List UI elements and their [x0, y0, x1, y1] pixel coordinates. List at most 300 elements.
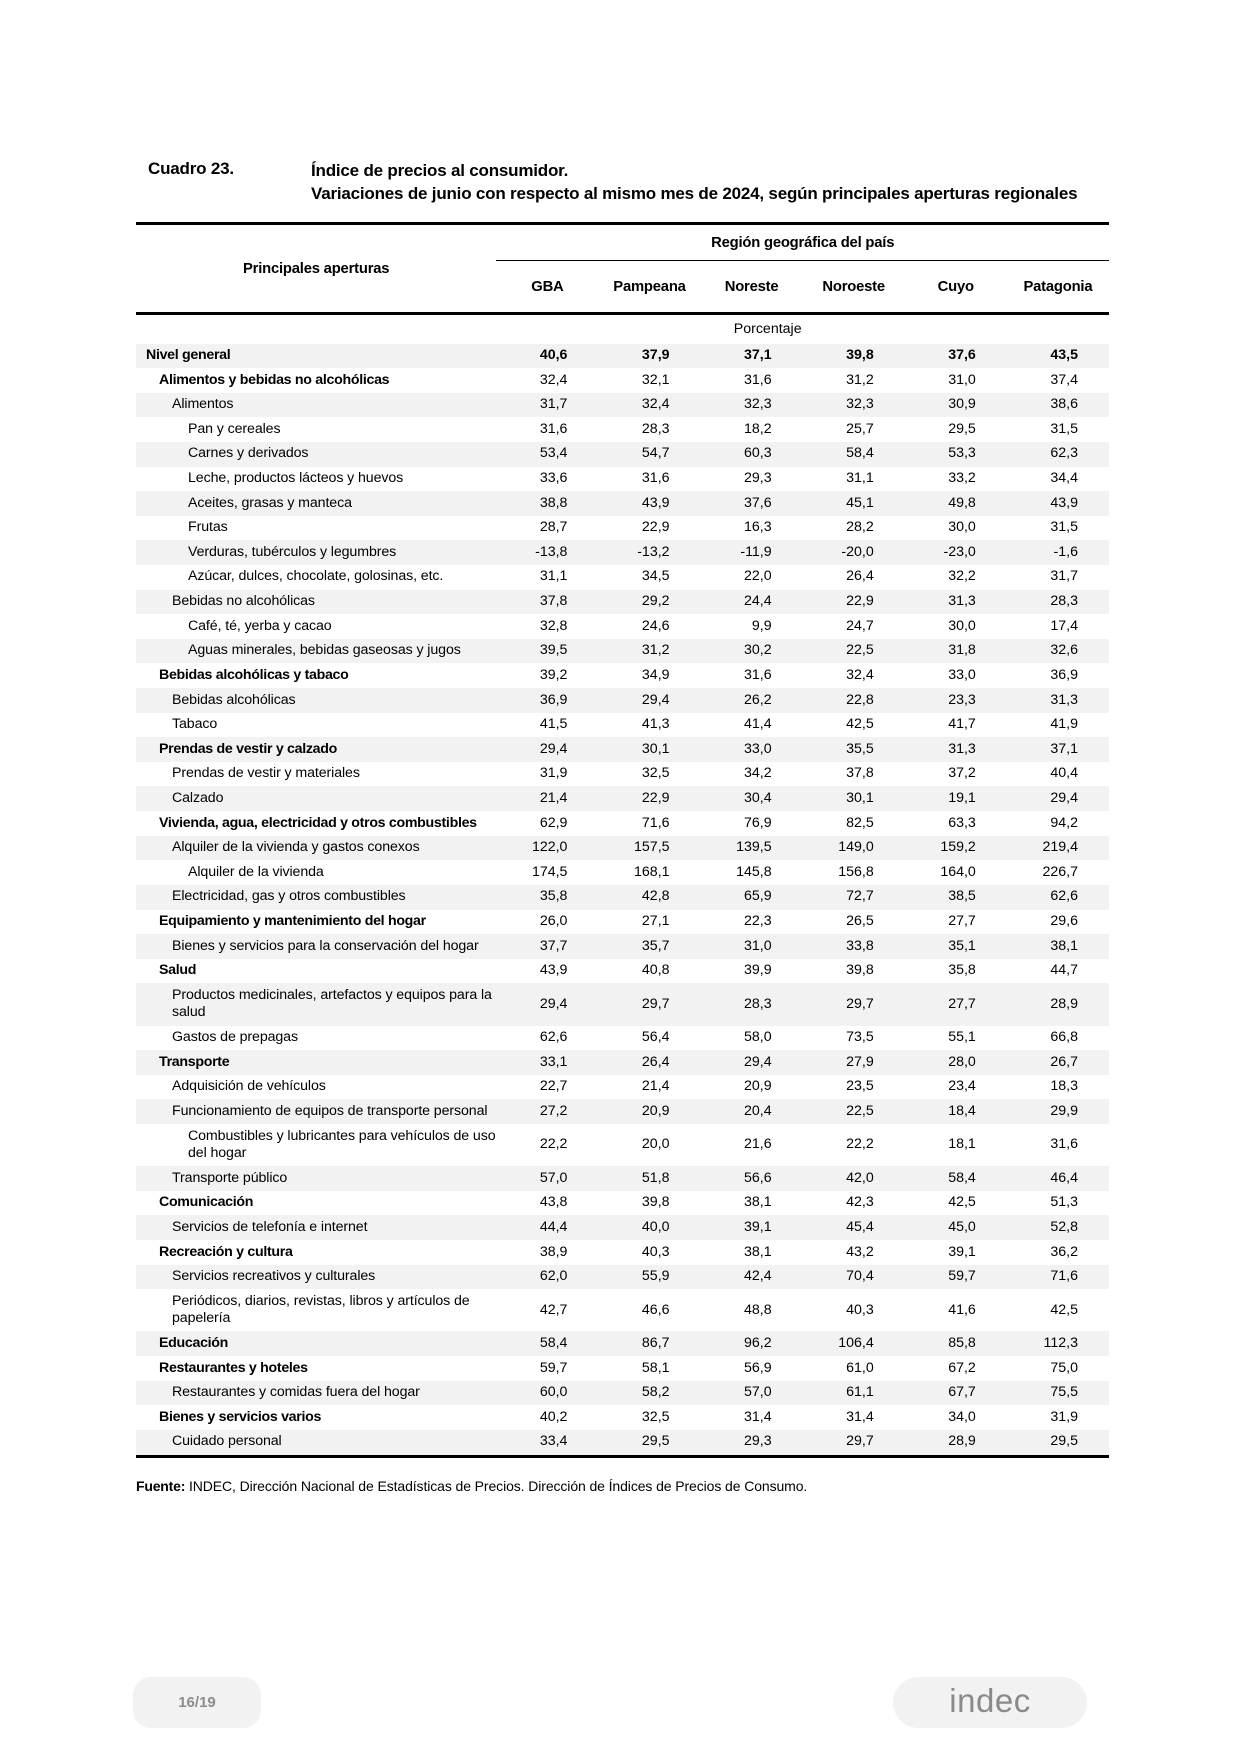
value-cell: 27,7 — [948, 995, 976, 1012]
value-cell: 58,2 — [641, 1384, 670, 1401]
row-label: Café, té, yerba y cacao — [188, 617, 332, 634]
value-cell: 28,2 — [846, 519, 874, 536]
table-row — [136, 516, 1109, 541]
row-label: Electricidad, gas y otros combustibles — [172, 888, 406, 905]
table-row — [136, 1265, 1109, 1290]
value-cell: 38,5 — [948, 888, 976, 905]
value-cell: 29,7 — [803, 1430, 905, 1456]
value-cell: 43,9 — [1050, 494, 1078, 511]
value-cell: 25,7 — [846, 420, 874, 437]
value-cell: 43,2 — [846, 1243, 874, 1260]
value-cell: 28,9 — [905, 1430, 1007, 1456]
value-cell: 27,9 — [846, 1053, 874, 1070]
value-cell: 36,9 — [1050, 666, 1078, 683]
value-cell: 24,7 — [846, 617, 874, 634]
value-cell: -13,2 — [637, 543, 670, 560]
value-cell: 174,5 — [531, 863, 568, 880]
row-label: Alquiler de la vivienda — [188, 863, 324, 880]
value-cell: 41,3 — [641, 716, 670, 733]
ipc-regional-table — [136, 222, 1109, 1458]
value-cell: 29,3 — [744, 470, 772, 487]
value-cell: 45,1 — [846, 494, 874, 511]
value-cell: 33,4 — [496, 1430, 598, 1456]
value-cell: 22,7 — [539, 1078, 568, 1095]
value-cell: 38,9 — [539, 1243, 568, 1260]
value-cell: 22,3 — [744, 913, 772, 930]
value-cell: 26,4 — [846, 568, 874, 585]
row-label: Comunicación — [159, 1194, 254, 1211]
value-cell: 31,3 — [948, 740, 976, 757]
value-cell: 32,1 — [641, 371, 670, 388]
value-cell: 34,0 — [948, 1408, 976, 1425]
value-cell: 37,6 — [948, 347, 976, 363]
value-cell: 18,4 — [948, 1102, 976, 1119]
row-label: Salud — [159, 962, 197, 979]
table-row — [136, 885, 1109, 910]
table-title-block — [148, 159, 1111, 205]
table-row — [136, 491, 1109, 516]
table-row — [136, 1240, 1109, 1265]
value-cell: -13,8 — [535, 543, 568, 560]
value-cell: 41,6 — [948, 1301, 976, 1318]
value-cell: 76,9 — [744, 814, 772, 831]
row-label: Nivel general — [146, 347, 231, 363]
value-cell: 31,4 — [744, 1408, 772, 1425]
value-cell: 52,8 — [1050, 1218, 1078, 1235]
value-cell: 44,4 — [539, 1218, 568, 1235]
table-row — [136, 368, 1109, 393]
value-cell: 29,4 — [744, 1053, 772, 1070]
value-cell: 28,7 — [539, 519, 568, 536]
table-row — [136, 540, 1109, 565]
value-cell: 145,8 — [736, 863, 772, 880]
value-cell: 26,5 — [846, 913, 874, 930]
value-cell: 31,6 — [744, 666, 772, 683]
value-cell: 27,2 — [539, 1102, 568, 1119]
value-cell: 21,4 — [539, 789, 568, 806]
value-cell: 28,9 — [1050, 995, 1078, 1012]
row-label: Funcionamiento de equipos de transporte personal — [172, 1102, 488, 1119]
value-cell: 37,6 — [744, 494, 772, 511]
value-cell: 28,3 — [744, 995, 772, 1012]
row-label: Alimentos y bebidas no alcohólicas — [159, 371, 390, 388]
value-cell: -1,6 — [1053, 543, 1078, 560]
value-cell: 58,1 — [641, 1359, 670, 1376]
value-cell: 72,7 — [846, 888, 874, 905]
table-row — [136, 1215, 1109, 1240]
value-cell: 94,2 — [1050, 814, 1078, 831]
value-cell: 63,3 — [948, 814, 976, 831]
table-row — [136, 737, 1109, 762]
value-cell: 60,3 — [744, 445, 772, 462]
unit-row-body — [136, 314, 1109, 344]
value-cell: 35,8 — [948, 962, 976, 979]
value-cell: 41,9 — [1050, 716, 1078, 733]
value-cell: 35,1 — [948, 937, 976, 954]
value-cell: 21,4 — [641, 1078, 670, 1095]
value-cell: 18,3 — [1050, 1078, 1078, 1095]
value-cell: 71,6 — [641, 814, 670, 831]
value-cell: 37,1 — [744, 347, 772, 363]
value-cell: 39,8 — [846, 962, 874, 979]
value-cell: 16,3 — [744, 519, 772, 536]
value-cell: 60,0 — [539, 1384, 568, 1401]
row-label: Prendas de vestir y materiales — [172, 765, 360, 782]
value-cell: 42,4 — [744, 1268, 772, 1285]
value-cell: 159,2 — [940, 839, 976, 856]
value-cell: 35,5 — [846, 740, 874, 757]
value-cell: 38,6 — [1050, 396, 1078, 413]
value-cell: 30,1 — [846, 789, 874, 806]
table-row — [136, 1381, 1109, 1406]
value-cell: 36,2 — [1050, 1243, 1078, 1260]
table-row — [136, 983, 1109, 1025]
value-cell: 59,7 — [948, 1268, 976, 1285]
value-cell: 65,9 — [744, 888, 772, 905]
page-number-badge — [133, 1677, 261, 1728]
value-cell: 82,5 — [846, 814, 874, 831]
value-cell: 61,1 — [846, 1384, 874, 1401]
value-cell: 18,2 — [744, 420, 772, 437]
value-cell: -23,0 — [943, 543, 976, 560]
value-cell: 42,5 — [1050, 1301, 1078, 1318]
value-cell: 34,2 — [744, 765, 772, 782]
column-header-gba: GBA — [496, 261, 598, 314]
value-cell: 96,2 — [744, 1334, 772, 1351]
table-row — [136, 417, 1109, 442]
value-cell: 29,2 — [641, 593, 670, 610]
column-header-patagonia: Patagonia — [1007, 261, 1109, 314]
value-cell: 57,0 — [744, 1384, 772, 1401]
row-label: Adquisición de vehículos — [172, 1078, 326, 1095]
value-cell: 31,6 — [539, 420, 568, 437]
value-cell: 41,7 — [948, 716, 976, 733]
row-label: Gastos de prepagas — [172, 1029, 298, 1046]
value-cell: 40,2 — [539, 1408, 568, 1425]
row-label: Restaurantes y hoteles — [159, 1359, 308, 1376]
value-cell: 26,2 — [744, 691, 772, 708]
region-group-header: Región geográfica del país — [496, 224, 1109, 261]
value-cell: 32,3 — [846, 396, 874, 413]
row-label: Combustibles y lubricantes para vehículos de uso del hogar — [188, 1127, 496, 1162]
value-cell: 29,4 — [1050, 789, 1078, 806]
value-cell: 29,6 — [1050, 913, 1078, 930]
value-cell: 45,4 — [846, 1218, 874, 1235]
value-cell: 37,2 — [948, 765, 976, 782]
row-label: Alquiler de la vivienda y gastos conexos — [172, 839, 420, 856]
column-header-pampeana: Pampeana — [598, 261, 700, 314]
value-cell: 67,7 — [948, 1384, 976, 1401]
value-cell: 122,0 — [531, 839, 568, 856]
value-cell: 31,7 — [1050, 568, 1078, 585]
value-cell: 39,8 — [641, 1194, 670, 1211]
row-label: Carnes y derivados — [188, 445, 309, 462]
value-cell: -20,0 — [841, 543, 874, 560]
value-cell: 43,9 — [641, 494, 670, 511]
value-cell: 31,6 — [1050, 1136, 1078, 1153]
value-cell: 39,1 — [948, 1243, 976, 1260]
value-cell: 35,7 — [641, 937, 670, 954]
value-cell: 56,4 — [641, 1029, 670, 1046]
table-row — [136, 663, 1109, 688]
unit-label: Porcentaje — [733, 321, 802, 338]
row-label: Bienes y servicios para la conservación del hogar — [172, 937, 479, 954]
value-cell: 33,0 — [744, 740, 772, 757]
value-cell: 31,0 — [948, 371, 976, 388]
value-cell: 57,0 — [539, 1169, 568, 1186]
value-cell: 62,3 — [1050, 445, 1078, 462]
table-row — [136, 836, 1109, 861]
row-label: Educación — [159, 1334, 229, 1351]
value-cell: 32,4 — [539, 371, 568, 388]
value-cell: 43,8 — [539, 1194, 568, 1211]
value-cell: 62,6 — [1050, 888, 1078, 905]
row-label: Transporte — [159, 1053, 230, 1070]
value-cell: 40,3 — [846, 1301, 874, 1318]
value-cell: 32,5 — [641, 765, 670, 782]
value-cell: 39,1 — [744, 1218, 772, 1235]
value-cell: 53,3 — [948, 445, 976, 462]
stub-header: Principales aperturas — [136, 224, 496, 314]
value-cell: 40,0 — [641, 1218, 670, 1235]
row-label: Servicios recreativos y culturales — [172, 1268, 376, 1285]
value-cell: 30,9 — [948, 396, 976, 413]
row-label: Calzado — [172, 789, 224, 806]
row-label: Pan y cereales — [188, 420, 281, 437]
value-cell: 85,8 — [948, 1334, 976, 1351]
value-cell: 49,8 — [948, 494, 976, 511]
value-cell: 30,0 — [948, 519, 976, 536]
value-cell: 34,4 — [1050, 470, 1078, 487]
value-cell: 27,7 — [948, 913, 976, 930]
value-cell: 56,6 — [744, 1169, 772, 1186]
value-cell: 168,1 — [634, 863, 670, 880]
value-cell: 226,7 — [1042, 863, 1078, 880]
value-cell: 22,0 — [744, 568, 772, 585]
table-row — [136, 811, 1109, 836]
value-cell: 39,9 — [744, 962, 772, 979]
value-cell: 37,7 — [539, 937, 568, 954]
row-label: Servicios de telefonía e internet — [172, 1218, 368, 1235]
value-cell: 33,8 — [846, 937, 874, 954]
value-cell: 23,4 — [948, 1078, 976, 1095]
value-cell: 31,6 — [744, 371, 772, 388]
table-row — [136, 1124, 1109, 1166]
value-cell: 9,9 — [751, 617, 772, 634]
unit-row — [136, 314, 1109, 344]
table-row — [136, 1289, 1109, 1331]
value-cell: 58,4 — [539, 1334, 568, 1351]
value-cell: 31,3 — [948, 593, 976, 610]
row-label: Periódicos, diarios, revistas, libros y artículos de papelería — [172, 1292, 470, 1327]
value-cell: 33,6 — [539, 470, 568, 487]
value-cell: 34,5 — [641, 568, 670, 585]
table-row — [136, 713, 1109, 738]
indec-logo-badge — [893, 1677, 1087, 1728]
value-cell: 156,8 — [838, 863, 874, 880]
value-cell: 37,4 — [1050, 371, 1078, 388]
value-cell: 22,5 — [846, 1102, 874, 1119]
value-cell: 31,5 — [1050, 519, 1078, 536]
row-label: Alimentos — [172, 396, 234, 413]
value-cell: 31,1 — [846, 470, 874, 487]
value-cell: 33,0 — [948, 666, 976, 683]
value-cell: 22,2 — [539, 1136, 568, 1153]
value-cell: 51,3 — [1050, 1194, 1078, 1211]
table-body — [136, 344, 1109, 1457]
value-cell: 42,0 — [846, 1169, 874, 1186]
value-cell: 54,7 — [641, 445, 670, 462]
value-cell: 29,4 — [539, 995, 568, 1012]
value-cell: 22,9 — [846, 593, 874, 610]
value-cell: 29,3 — [701, 1430, 803, 1456]
row-label: Bienes y servicios varios — [159, 1408, 322, 1425]
value-cell: 21,6 — [744, 1136, 772, 1153]
value-cell: 106,4 — [838, 1334, 874, 1351]
value-cell: 18,1 — [948, 1136, 976, 1153]
value-cell: 53,4 — [539, 445, 568, 462]
value-cell: 28,3 — [641, 420, 670, 437]
value-cell: 157,5 — [634, 839, 670, 856]
table-title-line1: Índice de precios al consumidor. — [311, 161, 569, 180]
table-row — [136, 565, 1109, 590]
value-cell: 31,3 — [1050, 691, 1078, 708]
value-cell: 17,4 — [1050, 617, 1078, 634]
value-cell: 31,9 — [1050, 1408, 1078, 1425]
value-cell: 42,7 — [539, 1301, 568, 1318]
row-label: Verduras, tubérculos y legumbres — [188, 543, 397, 560]
row-label: Transporte público — [172, 1169, 288, 1186]
table-row — [136, 1075, 1109, 1100]
table-row — [136, 1050, 1109, 1075]
value-cell: 112,3 — [1043, 1334, 1078, 1351]
value-cell: 71,6 — [1050, 1268, 1078, 1285]
table-row — [136, 639, 1109, 664]
row-label: Cuidado personal — [136, 1430, 496, 1456]
value-cell: 31,8 — [948, 642, 976, 659]
row-label: Bebidas alcohólicas — [172, 691, 296, 708]
value-cell: 40,6 — [539, 347, 568, 363]
value-cell: 58,0 — [744, 1029, 772, 1046]
value-cell: 39,8 — [846, 347, 874, 363]
page-number: 16/19 — [178, 1694, 216, 1711]
table-row — [136, 1430, 1109, 1456]
column-header-cuyo: Cuyo — [905, 261, 1007, 314]
table-row — [136, 762, 1109, 787]
value-cell: 37,1 — [1050, 740, 1078, 757]
table-row — [136, 614, 1109, 639]
value-cell: 31,6 — [641, 470, 670, 487]
value-cell: 149,0 — [838, 839, 874, 856]
value-cell: 58,4 — [846, 445, 874, 462]
value-cell: 62,6 — [539, 1029, 568, 1046]
value-cell: 41,4 — [744, 716, 772, 733]
source-text: INDEC, Dirección Nacional de Estadísticas de Precios. Dirección de Índices de Precios de Consumo. — [185, 1478, 808, 1494]
row-label: Bebidas no alcohólicas — [172, 593, 315, 610]
row-label: Tabaco — [172, 716, 218, 733]
source-note — [136, 1478, 1109, 1494]
value-cell: 139,5 — [736, 839, 772, 856]
value-cell: 29,9 — [1050, 1102, 1078, 1119]
value-cell: 37,9 — [641, 347, 670, 363]
row-label: Productos medicinales, artefactos y equipos para la salud — [172, 986, 492, 1021]
value-cell: 28,0 — [948, 1053, 976, 1070]
value-cell: 23,3 — [948, 691, 976, 708]
value-cell: 29,5 — [948, 420, 976, 437]
value-cell: 31,4 — [846, 1408, 874, 1425]
table-row — [136, 1191, 1109, 1216]
value-cell: 32,2 — [948, 568, 976, 585]
value-cell: 36,9 — [539, 691, 568, 708]
value-cell: 41,5 — [539, 716, 568, 733]
table-row — [136, 860, 1109, 885]
value-cell: 43,9 — [539, 962, 568, 979]
value-cell: 58,4 — [948, 1169, 976, 1186]
value-cell: 29,4 — [539, 740, 568, 757]
value-cell: 42,5 — [948, 1194, 976, 1211]
table-row — [136, 393, 1109, 418]
row-label: Recreación y cultura — [159, 1243, 293, 1260]
value-cell: 67,2 — [948, 1359, 976, 1376]
value-cell: 164,0 — [940, 863, 976, 880]
value-cell: 31,0 — [744, 937, 772, 954]
value-cell: 32,4 — [846, 666, 874, 683]
unit-row-spacer — [136, 314, 496, 344]
value-cell: 56,9 — [744, 1359, 772, 1376]
value-cell: 31,7 — [539, 396, 568, 413]
table-row — [136, 344, 1109, 369]
value-cell: 31,9 — [539, 765, 568, 782]
value-cell: 34,9 — [641, 666, 670, 683]
table-row — [136, 959, 1109, 984]
value-cell: 26,4 — [641, 1053, 670, 1070]
value-cell: 22,9 — [641, 519, 670, 536]
table-row — [136, 1099, 1109, 1124]
row-label: Prendas de vestir y calzado — [159, 740, 338, 757]
table-row — [136, 688, 1109, 713]
value-cell: 40,8 — [641, 962, 670, 979]
table-row — [136, 1356, 1109, 1381]
value-cell: 31,5 — [1050, 420, 1078, 437]
value-cell: 38,1 — [1050, 937, 1078, 954]
table-row — [136, 786, 1109, 811]
table-row — [136, 467, 1109, 492]
value-cell: 27,1 — [641, 913, 670, 930]
indec-logo: indec — [949, 1682, 1031, 1719]
table-row — [136, 1026, 1109, 1051]
value-cell: 73,5 — [846, 1029, 874, 1046]
value-cell: 75,0 — [1050, 1359, 1078, 1376]
value-cell: 28,3 — [1050, 593, 1078, 610]
value-cell: 42,8 — [641, 888, 670, 905]
value-cell: 33,2 — [948, 470, 976, 487]
value-cell: 20,4 — [744, 1102, 772, 1119]
value-cell: 30,2 — [744, 642, 772, 659]
value-cell: 22,5 — [846, 642, 874, 659]
value-cell: 29,4 — [641, 691, 670, 708]
row-label: Frutas — [188, 519, 228, 536]
table-row — [136, 910, 1109, 935]
value-cell: 38,1 — [744, 1243, 772, 1260]
row-label: Bebidas alcohólicas y tabaco — [159, 666, 349, 683]
table-row — [136, 1166, 1109, 1191]
table-row — [136, 934, 1109, 959]
value-cell: 59,7 — [539, 1359, 568, 1376]
table-number-label: Cuadro 23. — [148, 159, 234, 178]
value-cell: 55,9 — [641, 1268, 670, 1285]
value-cell: 30,4 — [744, 789, 772, 806]
value-cell: 32,8 — [539, 617, 568, 634]
